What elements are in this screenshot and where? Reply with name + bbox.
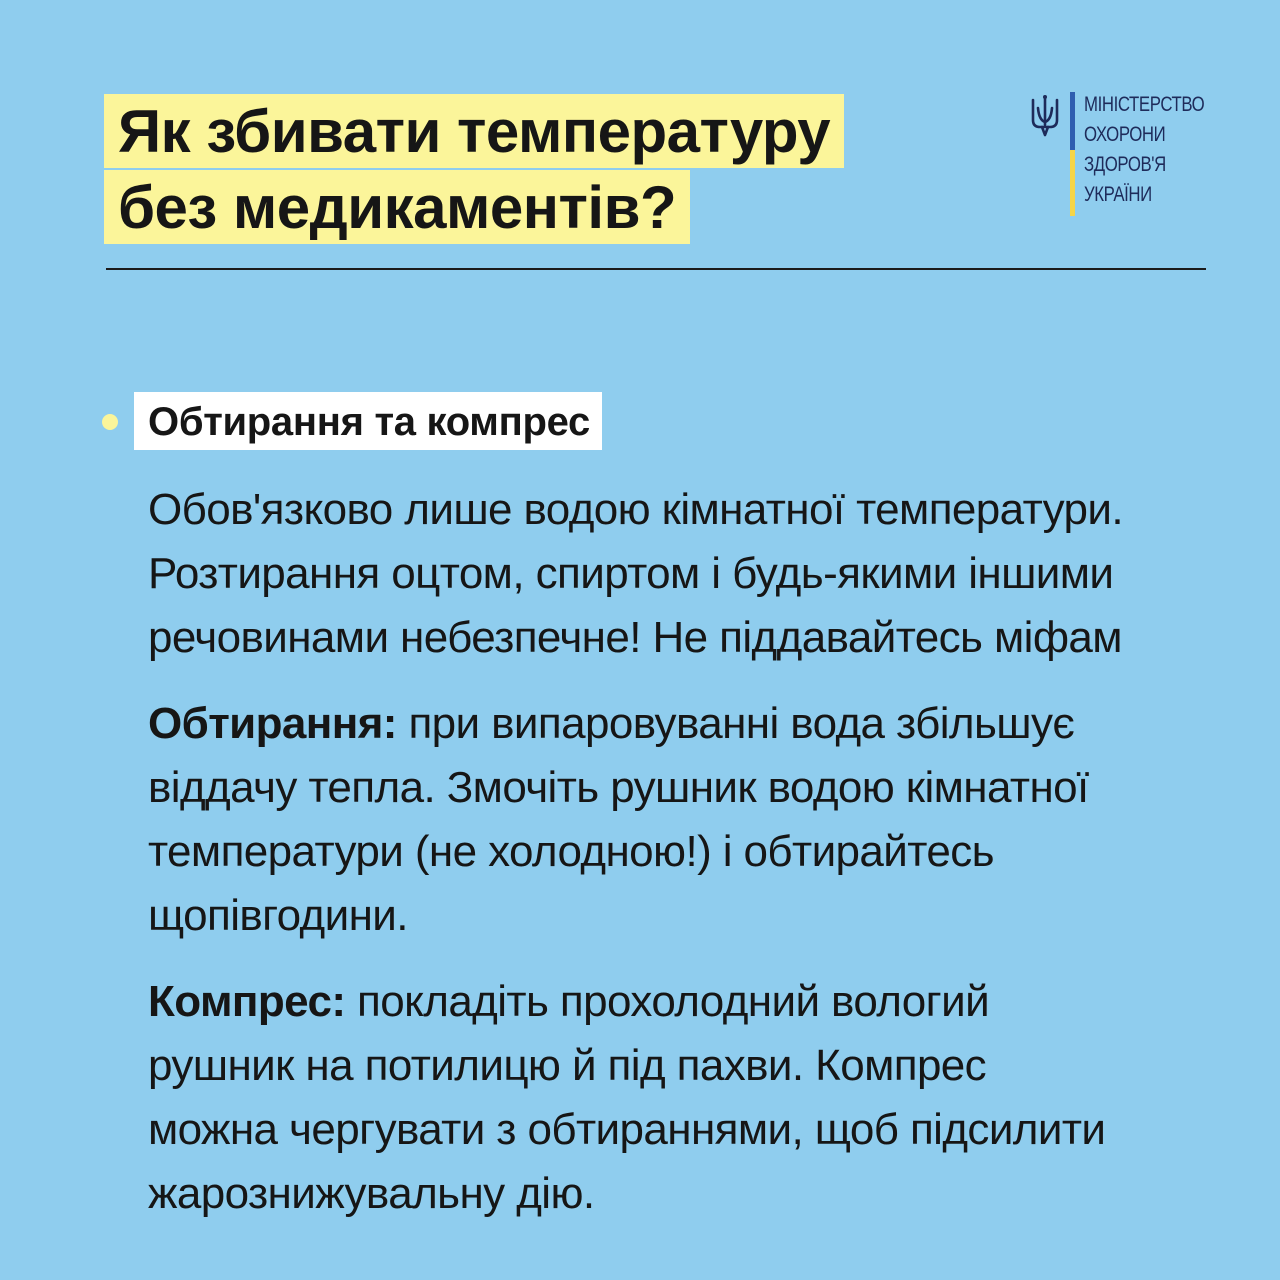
paragraph-line: жарознижувальну дію. bbox=[148, 1169, 595, 1218]
bullet-dot bbox=[102, 414, 118, 430]
wiping-paragraph bbox=[148, 692, 1228, 948]
flag-stripe bbox=[1070, 92, 1075, 216]
paragraph-line: віддачу тепла. Змочіть рушник водою кімнатної bbox=[148, 763, 1089, 812]
paragraph-line: рушник на потилицю й під пахви. Компрес bbox=[148, 1041, 987, 1090]
paragraph-line: речовинами небезпечне! Не піддавайтесь міфам bbox=[148, 613, 1122, 662]
ministry-name-line: ЗДОРОВ'Я bbox=[1084, 153, 1166, 176]
page-title-line-2: без медикаментів? bbox=[104, 170, 690, 244]
paragraph-text: при випаровуванні вода збільшує bbox=[396, 699, 1075, 748]
ministry-name-line: МІНІСТЕРСТВО bbox=[1084, 93, 1205, 116]
paragraph-line: Обов'язково лише водою кімнатної температури. bbox=[148, 485, 1123, 534]
paragraph-line: можна чергувати з обтираннями, щоб підсилити bbox=[148, 1105, 1106, 1154]
intro-paragraph bbox=[148, 478, 1228, 670]
paragraph-line: температури (не холодною!) і обтирайтесь bbox=[148, 827, 994, 876]
paragraph-line bbox=[148, 692, 1228, 756]
paragraph-line bbox=[148, 970, 1228, 1034]
trident-icon bbox=[1030, 94, 1060, 138]
paragraph-line: Розтирання оцтом, спиртом і будь-якими іншими bbox=[148, 549, 1114, 598]
title-divider bbox=[106, 268, 1206, 270]
ministry-name-line: ОХОРОНИ bbox=[1084, 123, 1166, 146]
section-heading: Обтирання та компрес bbox=[134, 392, 602, 450]
ministry-name-line: УКРАЇНИ bbox=[1084, 183, 1152, 206]
compress-label: Компрес: bbox=[148, 977, 346, 1026]
wiping-label: Обтирання: bbox=[148, 699, 397, 748]
compress-paragraph bbox=[148, 970, 1228, 1226]
ministry-name bbox=[1084, 90, 1204, 210]
page-title-line-1: Як збивати температуру bbox=[104, 94, 844, 168]
paragraph-text: покладіть прохолодний вологий bbox=[345, 977, 990, 1026]
paragraph-line: щопівгодини. bbox=[148, 891, 408, 940]
